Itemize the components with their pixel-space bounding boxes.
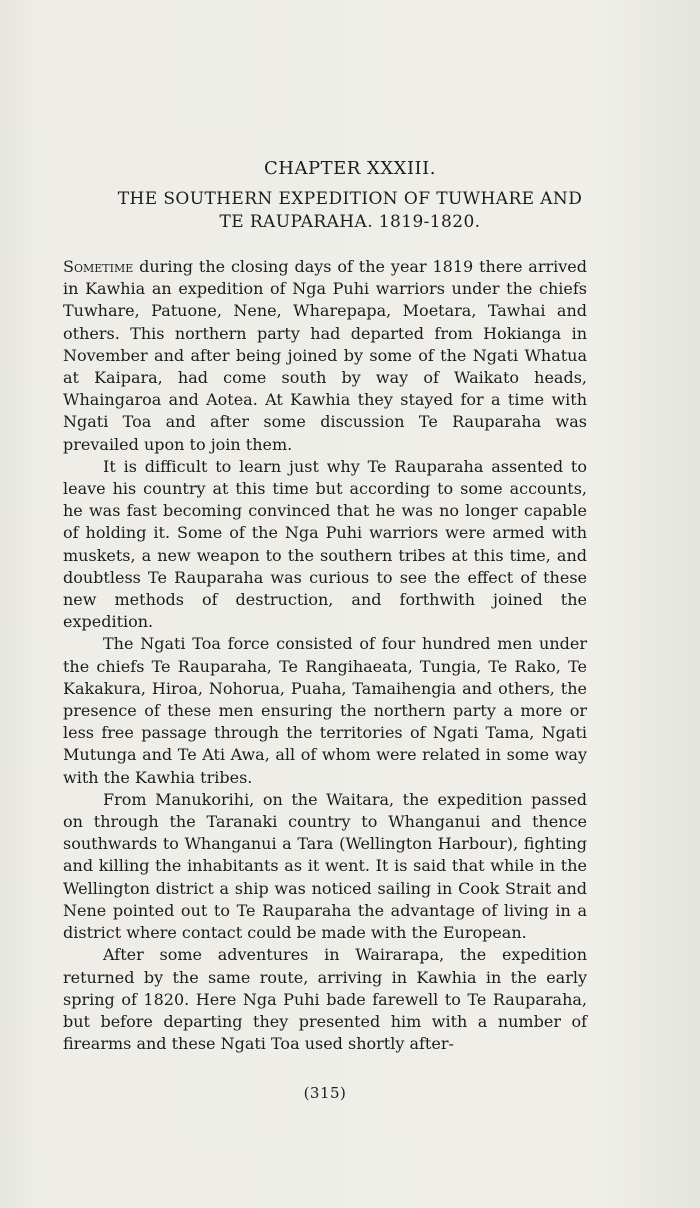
chapter-title-line-2: TE RAUPARAHA. 1819-1820. [219,212,481,232]
chapter-title-line-1: THE SOUTHERN EXPEDITION OF TUWHARE AND [117,189,583,209]
chapter-title [40,188,660,234]
chapter-number: CHAPTER XXXIII. [264,158,436,179]
paragraph-2: It is difficult to learn just why Te Rauparaha assented to leave his country at this time but according to some accounts, he was fast becoming convinced that he was no longer capable of holding it. Some of the Nga Puhi warriors were armed with muskets, a new weapon to the southern tribes at this time, and doubtless Te Rauparaha was curious to see the effect of these new methods of destruction, and forthwith joined the expedition. [63,456,587,632]
page-number: (315) [303,1084,347,1102]
paragraph-4: From Manukorihi, on the Waitara, the expedition passed on through the Taranaki country to Whanganui and thence southwards to Whanganui a Tara (Wellington Harbour), fighting and killing the inhabitants as it went. It is said that while in the Wellington district a ship was noticed sailing in Cook Strait and Nene pointed out to Te Rauparaha the advantage of living in a district where contact could be made with the European. [63,789,587,943]
paragraph-1-text: during the closing days of the year 1819 there arrived in Kawhia an expedition of Nga Puhi warriors under the chiefs Tuwhare, Patuone, Nene, Wharepapa, Moetara, Tawhai and others. This northern party had departed from Hokianga in November and after being joined by some of the Ngati Whatua at Kaipara, had come south by way of Waikato heads, Whaingaroa and Aotea. At Kawhia they stayed for a time with Ngati Toa and after some discussion Te Rauparaha was prevailed upon to join them. [63,257,587,454]
paragraph-5: After some adventures in Wairarapa, the expedition returned by the same route, arriving in Kawhia in the early spring of 1820. Here Nga Puhi bade farewell to Te Rauparaha, but before departing they presented him with a number of firearms and these Ngati Toa used shortly after- [63,945,587,1054]
body-text [63,256,587,1055]
paragraph-3: The Ngati Toa force consisted of four hundred men under the chiefs Te Rauparaha, Te Rangihaeata, Tungia, Te Rako, Te Kakakura, Hiroa, Nohorua, Puaha, Tamaihengia and others, the presence of these men ensuring the northern party a more or less free passage through the territories of Ngati Tama, Ngati Mutunga and Te Ati Awa, all of whom were related in some way with the Kawhia tribes. [63,634,587,787]
paragraph-lead-word: Sometime [63,257,134,276]
paragraph-1 [63,256,587,456]
chapter-heading [40,158,660,234]
